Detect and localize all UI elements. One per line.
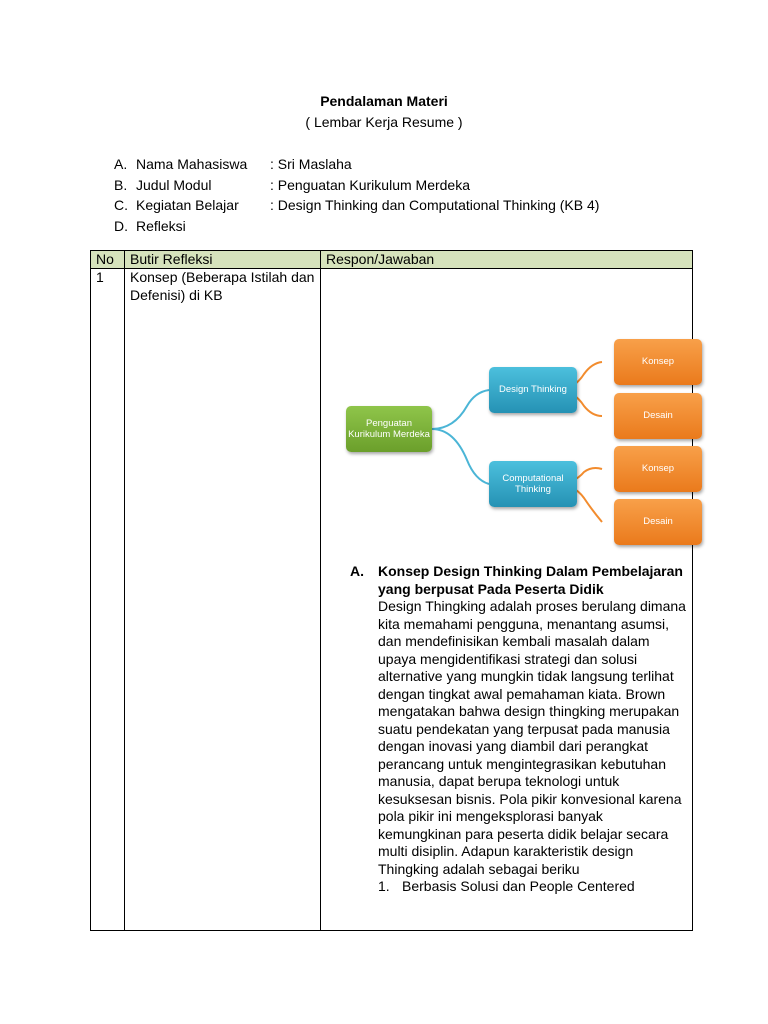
list-item [378, 878, 687, 896]
list-item-number: 1. [378, 878, 390, 894]
info-marker: A. [114, 156, 128, 172]
diagram-leaf-design-desain: Desain [614, 393, 702, 439]
list-item-text: Berbasis Solusi dan People Centered [402, 878, 635, 894]
table-header-row [91, 251, 693, 269]
concept-diagram [344, 328, 704, 543]
cell-no: 1 [91, 269, 125, 931]
section-body [378, 563, 687, 896]
cell-butir: Konsep (Beberapa Istilah dan Defenisi) di KB [125, 269, 321, 931]
header-butir: Butir Refleksi [125, 251, 321, 269]
section-a [350, 563, 687, 896]
diagram-leaf-comp-desain: Desain [614, 499, 702, 545]
diagram-root-node: Penguatan Kurikulum Merdeka [346, 406, 432, 452]
section-marker: A. [350, 563, 364, 579]
header-respon: Respon/Jawaban [321, 251, 693, 269]
reflection-table [90, 250, 693, 931]
diagram-leaf-comp-konsep: Konsep [614, 446, 702, 492]
diagram-branch-design-thinking: Design Thinking [489, 367, 577, 413]
diagram-leaf-design-konsep: Konsep [614, 339, 702, 385]
info-marker: D. [114, 217, 128, 234]
info-label: Nama Mahasiswa [136, 156, 248, 172]
info-value: : Penguatan Kurikulum Merdeka [270, 176, 470, 193]
info-marker: C. [114, 197, 128, 213]
table-row [91, 269, 693, 931]
diagram-branch-computational-thinking: Computational Thinking [489, 461, 577, 507]
page-title: Pendalaman Materi [320, 93, 448, 109]
info-value: : Sri Maslaha [270, 156, 352, 172]
page-subtitle: ( Lembar Kerja Resume ) [305, 114, 463, 130]
info-label: Judul Modul [136, 176, 212, 193]
cell-respon [321, 269, 693, 931]
info-value: : Design Thinking dan Computational Thinking (KB 4) [270, 197, 600, 213]
info-marker: B. [114, 176, 128, 193]
section-paragraph: Design Thingking adalah proses berulang dimana kita memahami pengguna, menantang asumsi, dan mendefinisikan kembali masalah dalam upaya mengidentifikasi strategi dan solusi alternative yang mungkin tidak langsung terlihat dengan tingkat awal pemahaman kiata. Brown mengatakan bahwa design thingking merupakan suatu pendekatan yang terpusat pada manusia dengan inovasi yang diambil dari perangkat perancang untuk mengintegrasikan kebutuhan manusia, dapat berupa teknologi untuk kesuksesan bisnis. Pola pikir konvesional karena pola pikir ini mengeksplorasi banyak kemungkinan para peserta didik belajar secara multi disiplin. Adapun karakteristik design Thingking adalah sebagai beriku [378, 598, 686, 877]
header-no: No [91, 251, 125, 269]
info-label: Refleksi [136, 217, 186, 234]
connector-root-computational [432, 429, 489, 484]
connector-root-design [432, 390, 489, 429]
section-title: Konsep Design Thinking Dalam Pembelajaran yang berpusat Pada Peserta Didik [378, 563, 683, 597]
info-label: Kegiatan Belajar [136, 197, 239, 213]
